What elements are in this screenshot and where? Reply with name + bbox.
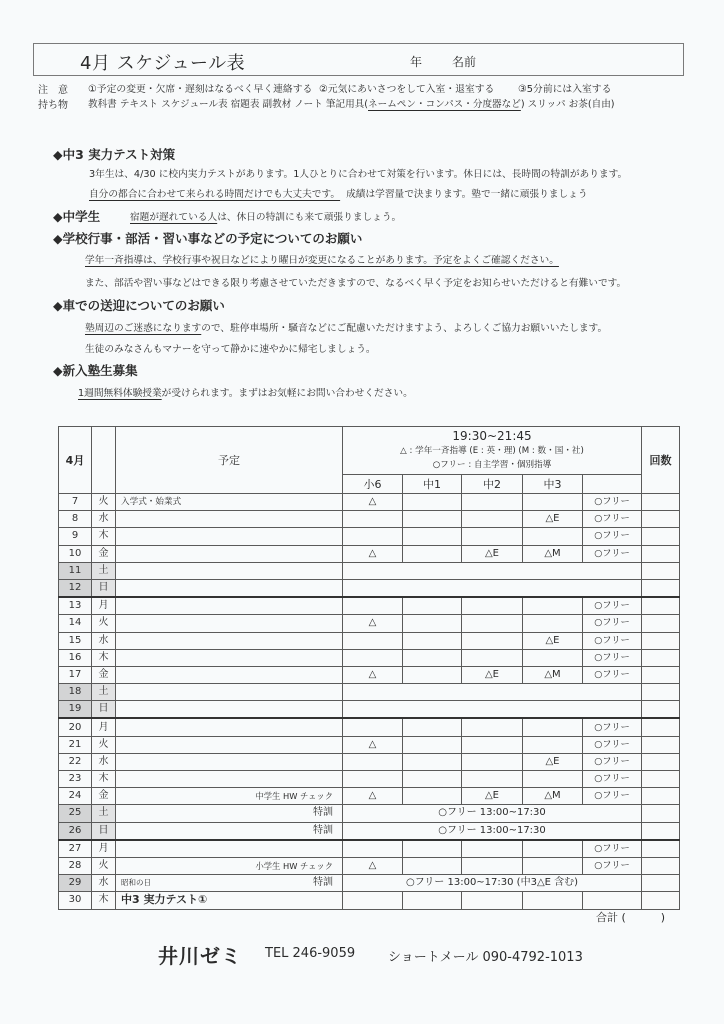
line-text: 成績は学習量で決まります。塾で一緒に頑張りましょう: [346, 189, 588, 200]
month-header: 4月: [59, 427, 92, 494]
plan-cell: [116, 615, 343, 632]
plan-cell: [116, 805, 343, 822]
session-time: 19:30~21:45: [452, 429, 532, 443]
section-line: 3年生は、4/30 に校内実力テストがあります。1人ひとりに合わせて対策を行います。休日には、長時間の特訓があります。: [89, 169, 628, 180]
session-cell: [523, 528, 583, 545]
session-cell: [462, 736, 523, 753]
count-cell: [642, 736, 680, 753]
session-cell: ○フリー: [583, 597, 642, 615]
plan-cell: [116, 875, 343, 892]
school-name: 井川ゼミ: [158, 944, 242, 968]
count-cell: [642, 875, 680, 892]
schedule-row: [59, 579, 680, 597]
count-cell: [642, 632, 680, 649]
weekday-cell: 木: [92, 528, 116, 545]
session-cell: [343, 632, 403, 649]
plan-cell: [116, 701, 343, 719]
session-cell: [403, 615, 462, 632]
schedule-row: [59, 892, 680, 909]
section-heading: ◆学校行事・部活・習い事などの予定についてのお願い: [53, 231, 363, 246]
plan-cell: [116, 753, 343, 770]
session-cell: ○フリー: [583, 528, 642, 545]
session-cell: △M: [523, 545, 583, 562]
session-cell: [343, 597, 403, 615]
weekday-cell: 水: [92, 511, 116, 528]
session-cell: [462, 718, 523, 736]
session-cell: ○フリー: [583, 511, 642, 528]
schedule-row: [59, 822, 680, 840]
weekday-cell: 月: [92, 597, 116, 615]
section-heading: ◆中学生: [53, 209, 101, 224]
plan-cell: [116, 840, 343, 858]
underlined-text: 学年一斉指導は、学校行事や祝日などにより曜日が変更になることがあります。予定をよくご確認ください。: [85, 255, 559, 266]
count-cell: [642, 528, 680, 545]
schedule-row: [59, 632, 680, 649]
session-cell: ○フリー: [583, 788, 642, 805]
session-cell: [523, 649, 583, 666]
merged-session-cell: [343, 562, 642, 579]
section-line: [130, 209, 401, 223]
plan-note: 小学生 HW チェック: [255, 861, 333, 872]
session-cell: [523, 857, 583, 874]
session-cell: [403, 753, 462, 770]
session-cell: △E: [462, 788, 523, 805]
underlined-text: 自分の都合に合わせて来られる時間だけでも大丈夫です。: [89, 189, 341, 200]
plan-cell: [116, 562, 343, 579]
session-cell: ○フリー: [583, 615, 642, 632]
session-cell: [462, 753, 523, 770]
grade-header: 中3: [523, 475, 583, 494]
schedule-row: [59, 511, 680, 528]
plan-cell: [116, 649, 343, 666]
schedule-row: [59, 494, 680, 511]
merged-session-cell: [343, 684, 642, 701]
session-cell: ○フリー: [583, 545, 642, 562]
grade-label: 年: [410, 55, 423, 69]
date-cell: 26: [59, 822, 92, 840]
weekday-cell: 水: [92, 753, 116, 770]
count-cell: [642, 615, 680, 632]
session-cell: △: [343, 615, 403, 632]
session-cell: [462, 771, 523, 788]
date-cell: 21: [59, 736, 92, 753]
session-cell: [343, 840, 403, 858]
grade-header: 小6: [343, 475, 403, 494]
session-cell: [403, 788, 462, 805]
count-cell: [642, 494, 680, 511]
schedule-row: [59, 545, 680, 562]
session-cell: [343, 718, 403, 736]
note-item: ①予定の変更・欠席・遅刻はなるべく早く連絡する: [88, 84, 313, 95]
header-row: [59, 427, 680, 475]
session-cell: ○フリー: [583, 857, 642, 874]
plan-text: 昭和の日: [121, 878, 151, 888]
plan-cell: [116, 684, 343, 701]
section-line: [85, 320, 607, 334]
schedule-row: [59, 875, 680, 892]
phone-number: TEL 246-9059: [265, 946, 356, 961]
plan-header: 予定: [116, 427, 343, 494]
plan-cell: [116, 718, 343, 736]
date-cell: 10: [59, 545, 92, 562]
schedule-row: [59, 736, 680, 753]
session-cell: ○フリー: [583, 494, 642, 511]
count-header: 回数: [642, 427, 680, 494]
weekday-cell: 木: [92, 771, 116, 788]
session-cell: [462, 892, 523, 909]
session-cell: △: [343, 494, 403, 511]
session-cell: [462, 615, 523, 632]
session-cell: [523, 597, 583, 615]
schedule-row: [59, 753, 680, 770]
grade-header: 中1: [403, 475, 462, 494]
session-cell: ○フリー: [583, 771, 642, 788]
session-cell: [403, 892, 462, 909]
session-cell: [403, 736, 462, 753]
session-cell: ○フリー: [583, 632, 642, 649]
session-cell: △: [343, 736, 403, 753]
date-cell: 29: [59, 875, 92, 892]
belongings-list: [88, 96, 615, 110]
date-cell: 17: [59, 666, 92, 683]
date-cell: 27: [59, 840, 92, 858]
belongings-before: 教科書 テキスト スケジュール表 宿題表 副教材 ノート 筆記用具(: [88, 99, 369, 110]
merged-session-cell: ○フリー 13:00~17:30: [343, 805, 642, 822]
date-cell: 7: [59, 494, 92, 511]
schedule-row: [59, 718, 680, 736]
session-cell: △: [343, 666, 403, 683]
count-cell: [642, 857, 680, 874]
session-cell: △: [343, 788, 403, 805]
underlined-text: 1週間無料体験授業: [78, 388, 162, 399]
count-cell: [642, 666, 680, 683]
count-cell: [642, 649, 680, 666]
schedule-body: [59, 494, 680, 910]
section-line: [78, 385, 413, 399]
session-cell: [523, 736, 583, 753]
session-cell: [403, 649, 462, 666]
weekday-cell: 木: [92, 892, 116, 909]
schedule-row: [59, 528, 680, 545]
plan-note: 特訓: [313, 877, 333, 889]
section-heading: ◆車での送迎についてのお願い: [53, 298, 225, 313]
plan-note: 特訓: [313, 824, 333, 836]
session-cell: [403, 718, 462, 736]
session-cell: [523, 771, 583, 788]
session-cell: △M: [523, 788, 583, 805]
date-cell: 23: [59, 771, 92, 788]
schedule-row: [59, 701, 680, 719]
weekday-cell: 金: [92, 788, 116, 805]
session-cell: [523, 615, 583, 632]
schedule-row: [59, 788, 680, 805]
session-cell: [462, 857, 523, 874]
legend-circle: ○フリー : 自主学習・個別指導: [432, 460, 552, 470]
count-cell: [642, 805, 680, 822]
sms-number: ショートメール 090-4792-1013: [388, 950, 583, 965]
plan-cell: [116, 545, 343, 562]
date-cell: 22: [59, 753, 92, 770]
weekday-cell: 火: [92, 857, 116, 874]
session-cell: [462, 649, 523, 666]
plan-cell: [116, 528, 343, 545]
session-cell: [523, 494, 583, 511]
grade-header: [583, 475, 642, 494]
line-text: ので、駐停車場所・騒音などにご配慮いただけますよう、よろしくご協力お願いいたします。: [201, 323, 608, 334]
count-cell: [642, 597, 680, 615]
session-cell: [343, 649, 403, 666]
session-cell: [403, 666, 462, 683]
count-cell: [642, 562, 680, 579]
date-cell: 20: [59, 718, 92, 736]
plan-cell: [116, 822, 343, 840]
session-cell: [523, 840, 583, 858]
session-cell: △E: [462, 666, 523, 683]
weekday-cell: 金: [92, 545, 116, 562]
belongings-after: ) スリッパ お茶(自由): [520, 99, 615, 110]
date-cell: 25: [59, 805, 92, 822]
underlined-text: 塾周辺のご迷惑になります: [85, 323, 202, 334]
session-cell: [343, 528, 403, 545]
session-cell: ○フリー: [583, 718, 642, 736]
session-cell: [343, 511, 403, 528]
date-cell: 28: [59, 857, 92, 874]
session-cell: [343, 771, 403, 788]
date-cell: 19: [59, 701, 92, 719]
session-cell: ○フリー: [583, 736, 642, 753]
weekday-cell: 火: [92, 736, 116, 753]
weekday-cell: 月: [92, 840, 116, 858]
session-cell: [462, 632, 523, 649]
plan-note: 中学生 HW チェック: [255, 791, 333, 802]
merged-session-cell: [343, 701, 642, 719]
date-cell: 9: [59, 528, 92, 545]
page-title: 4月 スケジュール表: [80, 53, 246, 74]
merged-session-cell: [343, 579, 642, 597]
section-heading: ◆新入塾生募集: [53, 363, 138, 378]
count-cell: [642, 892, 680, 909]
plan-cell: [116, 736, 343, 753]
schedule-row: [59, 684, 680, 701]
session-cell: [523, 718, 583, 736]
session-header: [343, 427, 642, 475]
schedule-table: [58, 426, 680, 910]
section-line: 生徒のみなさんもマナーを守って静かに速やかに帰宅しましょう。: [85, 344, 376, 355]
session-cell: [523, 892, 583, 909]
plan-text: 入学式・始業式: [121, 497, 182, 508]
plan-cell: [116, 857, 343, 874]
session-cell: [462, 597, 523, 615]
merged-session-cell: ○フリー 13:00~17:30: [343, 822, 642, 840]
session-cell: △E: [523, 753, 583, 770]
date-cell: 12: [59, 579, 92, 597]
schedule-row: [59, 649, 680, 666]
total-count: 合計 ( ): [596, 911, 666, 924]
session-cell: ○フリー: [583, 649, 642, 666]
plan-cell: [116, 632, 343, 649]
weekday-cell: 火: [92, 494, 116, 511]
date-cell: 16: [59, 649, 92, 666]
count-cell: [642, 753, 680, 770]
schedule-row: [59, 771, 680, 788]
session-cell: [403, 840, 462, 858]
session-cell: ○フリー: [583, 666, 642, 683]
count-cell: [642, 545, 680, 562]
session-cell: ○フリー: [583, 840, 642, 858]
schedule-row: [59, 597, 680, 615]
session-cell: [462, 840, 523, 858]
section-line: また、部活や習い事などはできる限り考慮させていただきますので、なるべく早く予定をお知らせいただけると有難いです。: [85, 278, 627, 289]
weekday-cell: 水: [92, 875, 116, 892]
date-cell: 13: [59, 597, 92, 615]
plan-cell: [116, 892, 343, 909]
name-label: 名前: [452, 55, 477, 69]
session-cell: △M: [523, 666, 583, 683]
session-cell: △E: [523, 632, 583, 649]
date-cell: 24: [59, 788, 92, 805]
plan-cell: [116, 511, 343, 528]
schedule-row: [59, 805, 680, 822]
count-cell: [642, 511, 680, 528]
plan-note: 特訓: [313, 807, 333, 819]
underlined-text: 宿題が遅れている人: [130, 212, 218, 223]
date-cell: 11: [59, 562, 92, 579]
weekday-cell: 木: [92, 649, 116, 666]
belongings-underlined: ネームペン・コンパス・分度器など: [368, 99, 521, 110]
session-cell: △: [343, 545, 403, 562]
weekday-cell: 日: [92, 579, 116, 597]
session-cell: △E: [462, 545, 523, 562]
date-cell: 14: [59, 615, 92, 632]
count-cell: [642, 840, 680, 858]
session-cell: [462, 494, 523, 511]
belongings-label: 持ち物: [38, 100, 68, 111]
count-cell: [642, 822, 680, 840]
schedule-row: [59, 562, 680, 579]
section-heading: ◆中3 実力テスト対策: [53, 147, 176, 162]
count-cell: [642, 718, 680, 736]
section-line: [89, 186, 588, 200]
plan-cell: [116, 771, 343, 788]
session-cell: [403, 597, 462, 615]
session-cell: [403, 771, 462, 788]
session-cell: [343, 892, 403, 909]
grade-header: 中2: [462, 475, 523, 494]
plan-cell: [116, 597, 343, 615]
line-text: は、休日の特訓にも来て頑張りましょう。: [217, 212, 402, 223]
session-cell: [403, 857, 462, 874]
session-cell: [462, 511, 523, 528]
session-cell: [403, 545, 462, 562]
date-cell: 15: [59, 632, 92, 649]
legend-triangle: △ : 学年一斉指導 (E : 英・理) (M : 数・国・社): [400, 446, 584, 456]
session-cell: [343, 753, 403, 770]
line-text: が受けられます。まずはお気軽にお問い合わせください。: [161, 388, 413, 399]
weekday-cell: 金: [92, 666, 116, 683]
count-cell: [642, 701, 680, 719]
notes-label: 注 意: [38, 85, 68, 96]
plan-cell: [116, 666, 343, 683]
weekday-cell: 月: [92, 718, 116, 736]
session-cell: [403, 632, 462, 649]
count-cell: [642, 684, 680, 701]
weekday-cell: 火: [92, 615, 116, 632]
note-item: ②元気にあいさつをして入室・退室する: [319, 84, 495, 95]
plan-cell: [116, 579, 343, 597]
weekday-cell: 土: [92, 805, 116, 822]
date-cell: 18: [59, 684, 92, 701]
date-cell: 30: [59, 892, 92, 909]
schedule-row: [59, 666, 680, 683]
count-cell: [642, 771, 680, 788]
session-cell: [583, 892, 642, 909]
session-cell: △: [343, 857, 403, 874]
schedule-row: [59, 857, 680, 874]
session-cell: [403, 494, 462, 511]
schedule-row: [59, 615, 680, 632]
section-line: [85, 252, 559, 266]
weekday-cell: 水: [92, 632, 116, 649]
weekday-cell: 土: [92, 684, 116, 701]
session-cell: ○フリー: [583, 753, 642, 770]
note-item: ③5分前には入室する: [518, 84, 612, 95]
session-cell: [403, 511, 462, 528]
session-cell: [462, 528, 523, 545]
weekday-cell: 土: [92, 562, 116, 579]
date-cell: 8: [59, 511, 92, 528]
weekday-cell: 日: [92, 822, 116, 840]
count-cell: [642, 788, 680, 805]
plan-cell: [116, 494, 343, 511]
plan-cell: [116, 788, 343, 805]
session-cell: △E: [523, 511, 583, 528]
session-cell: [403, 528, 462, 545]
schedule-row: [59, 840, 680, 858]
merged-session-cell: ○フリー 13:00~17:30 (中3△E 含む): [343, 875, 642, 892]
count-cell: [642, 579, 680, 597]
weekday-cell: 日: [92, 701, 116, 719]
plan-text: 中3 実力テスト①: [121, 893, 208, 907]
weekday-header: [92, 427, 116, 494]
